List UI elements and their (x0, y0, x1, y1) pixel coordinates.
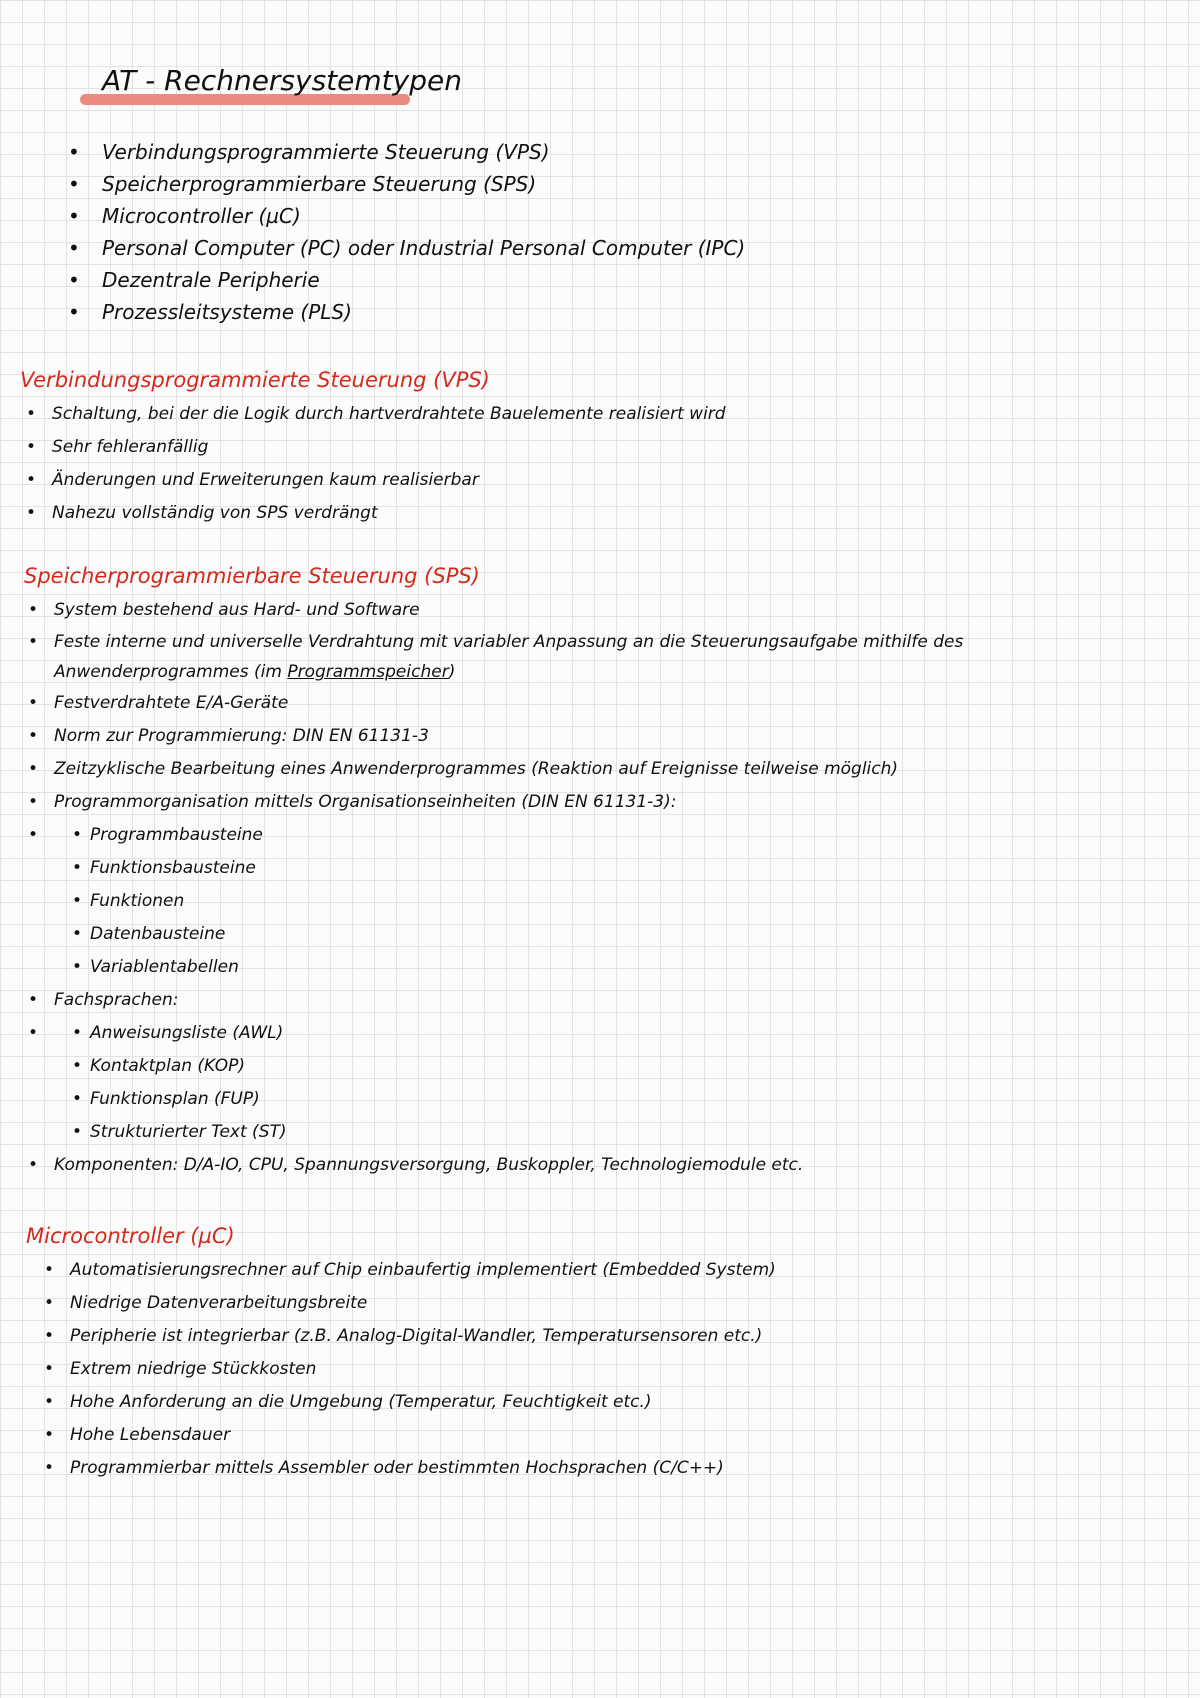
section-vps (20, 362, 726, 530)
sub-list-item: • • Anweisungsliste (AWL) (90, 1017, 963, 1050)
list-item: • Speicherprogrammierbare Steuerung (SPS) (102, 168, 745, 200)
list-item: • System bestehend aus Hard- und Software (54, 594, 963, 627)
sub-list-item: • Funktionsbausteine (90, 852, 963, 885)
list-item-line-2 (54, 657, 963, 687)
sub-list-item: • • Programmbausteine (90, 819, 963, 852)
section-heading-vps: Verbindungsprogrammierte Steuerung (VPS) (20, 368, 490, 392)
list-item: • Nahezu vollständig von SPS verdrängt (52, 497, 726, 530)
list-item: • Norm zur Programmierung: DIN EN 61131-3 (54, 720, 963, 753)
list-item-text: Anwenderprogrammes (im (54, 662, 288, 682)
section-sps (24, 558, 963, 1182)
sub-list-item: • Strukturierter Text (ST) (90, 1116, 963, 1149)
sub-list-item: • Kontaktplan (KOP) (90, 1050, 963, 1083)
list-item: • Extrem niedrige Stückkosten (70, 1353, 776, 1386)
sub-list-item: • Funktionen (90, 885, 963, 918)
section-uc (26, 1218, 776, 1485)
list-item: • Peripherie ist integrierbar (z.B. Analog-Digital-Wandler, Temperatursensoren etc.) (70, 1320, 776, 1353)
list-item: • Niedrige Datenverarbeitungsbreite (70, 1287, 776, 1320)
uc-bullet-list (70, 1254, 776, 1485)
list-item: • Programmorganisation mittels Organisationseinheiten (DIN EN 61131-3): (54, 786, 963, 819)
vps-bullet-list (52, 398, 726, 530)
languages-list (90, 1017, 963, 1149)
sub-list-item: • Datenbausteine (90, 918, 963, 951)
list-item: • Automatisierungsrechner auf Chip einbaufertig implementiert (Embedded System) (70, 1254, 776, 1287)
sublist-container (54, 1017, 963, 1149)
list-item: • Programmierbar mittels Assembler oder bestimmten Hochsprachen (C/C++) (70, 1452, 776, 1485)
list-item: • Schaltung, bei der die Logik durch hartverdrahtete Bauelemente realisiert wird (52, 398, 726, 431)
list-item: • Fachsprachen: (54, 984, 963, 1017)
organisation-units-list (90, 819, 963, 984)
underlined-term: Programmspeicher (287, 662, 449, 682)
overview-list (102, 136, 745, 328)
list-item: • Verbindungsprogrammierte Steuerung (VPS) (102, 136, 745, 168)
list-item-wrapped (54, 627, 963, 687)
list-item: • Hohe Anforderung an die Umgebung (Temperatur, Feuchtigkeit etc.) (70, 1386, 776, 1419)
sps-bullet-list (54, 594, 963, 1182)
list-item: • Sehr fehleranfällig (52, 431, 726, 464)
title-block (96, 64, 468, 97)
list-item: • Hohe Lebensdauer (70, 1419, 776, 1452)
list-item: • Dezentrale Peripherie (102, 264, 745, 296)
list-item: • Komponenten: D/A-IO, CPU, Spannungsversorgung, Buskoppler, Technologiemodule etc. (54, 1149, 963, 1182)
list-item: • Änderungen und Erweiterungen kaum realisierbar (52, 464, 726, 497)
list-item-text-end: ) (448, 662, 456, 682)
page-title: AT - Rechnersystemtypen (102, 64, 462, 97)
list-item: • Microcontroller (µC) (102, 200, 745, 232)
list-item: • Personal Computer (PC) oder Industrial Personal Computer (IPC) (102, 232, 745, 264)
sub-list-item: • Funktionsplan (FUP) (90, 1083, 963, 1116)
section-heading-sps: Speicherprogrammierbare Steuerung (SPS) (24, 564, 480, 588)
sublist-container (54, 819, 963, 984)
list-item: • Prozessleitsysteme (PLS) (102, 296, 745, 328)
list-item: • Festverdrahtete E/A-Geräte (54, 687, 963, 720)
sub-list-item: • Variablentabellen (90, 951, 963, 984)
list-item: • Zeitzyklische Bearbeitung eines Anwenderprogrammes (Reaktion auf Ereignisse teilweise möglich) (54, 753, 963, 786)
section-heading-uc: Microcontroller (µC) (26, 1224, 235, 1248)
list-item-line-1: Feste interne und universelle Verdrahtung mit variabler Anpassung an die Steuerungsaufgabe mithilfe des (54, 632, 964, 652)
